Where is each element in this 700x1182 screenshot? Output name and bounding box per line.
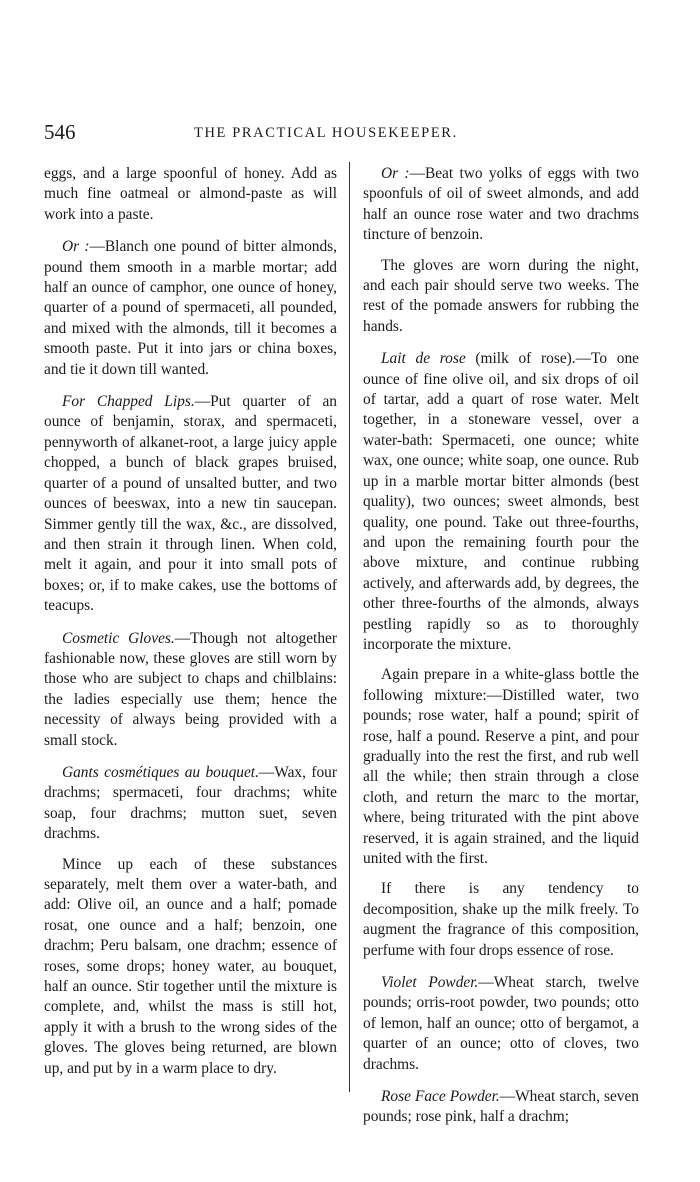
page-number: 546 [44, 120, 76, 144]
paragraph: Cosmetic Gloves.—Though not altogether fashionable now, these gloves are still worn by those who are subject to chaps and chilblains: the ladies especially use them; hence the necessity of always being provided with a small stock. [44, 629, 337, 749]
page-header [44, 120, 644, 144]
column-divider [349, 162, 350, 1092]
paragraph: eggs, and a large spoonful of honey. Add as much fine oatmeal or almond-paste as will work into a paste. [44, 165, 337, 223]
paragraph: Again prepare in a white-glass bottle the following mixture:—Distilled water, two pounds; rose water, half a pound; spirit of rose, half a pound. Reserve a pint, and pour gradually into the rest the first, and rub well all the while; then strain through a close cloth, and return the marc to the mortar, where, being triturated with the pint above reserved, it is again strained, and the liquid united with the first. [363, 666, 639, 867]
paragraph: Or :—Beat two yolks of eggs with two spoonfuls of oil of sweet almonds, and add half an ounce rose water and two drachms tincture of benzoin. [363, 165, 639, 244]
left-column [44, 164, 337, 1079]
paragraph: Gants cosmétiques au bouquet.—Wax, four drachms; spermaceti, four drachms; white soap, four drachms; mutton suet, seven drachms. [44, 763, 337, 843]
paragraph: Lait de rose (milk of rose).—To one ounce of fine olive oil, and six drops of oil of tartar, add a quart of rose water. Melt together, in a stoneware vessel, over a water-bath: Spermaceti, one ounce; white wax, one ounce; white soap, one ounce. Rub up in a marble mortar bitter almonds (best quality), two ounces; sweet almonds, best quality, one pound. Take out three-fourths, and upon the remaining fourth pour the above mixture, and continue rubbing actively, and afterwards add, by degrees, the other three-fourths of the almonds, always pestling rapidly so as to thoroughly incorporate the mixture. [363, 350, 639, 653]
paragraph: If there is any tendency to decomposition, shake up the milk freely. To augment the fragrance of this composition, perfume with four drops essence of rose. [363, 880, 639, 959]
paragraph: Mince up each of these substances separately, melt them over a water-bath, and add: Olive oil, an ounce and a half; pomade rosat, one ounce and a half; benzoin, one drachm; Peru balsam, one drachm; essence of roses, some drops; honey water, au bouquet, half an ounce. Stir together until the mixture is complete, and, whilst the mass is still hot, apply it with a brush to the wrong sides of the gloves. The gloves being returned, are blown up, and put by in a warm place to dry. [44, 855, 337, 1077]
paragraph: Violet Powder.—Wheat starch, twelve pounds; orris-root powder, two pounds; otto of lemon, half an ounce; otto of bergamot, a quarter of an ounce; otto of cloves, two drachms. [363, 974, 639, 1073]
paragraph: Or :—Blanch one pound of bitter almonds, pound them smooth in a marble mortar; add half an ounce of camphor, one ounce of honey, quarter of a pound of spermaceti, all pounded, and mixed with the almonds, till it becomes a smooth paste. Put it into jars or china boxes, and tie it down till wanted. [44, 238, 337, 378]
paragraph: Rose Face Powder.—Wheat starch, seven pounds; rose pink, half a drachm; [363, 1088, 639, 1126]
paragraph: The gloves are worn during the night, and each pair should serve two weeks. The rest of the pomade answers for rubbing the hands. [363, 256, 639, 335]
paragraph: For Chapped Lips.—Put quarter of an ounce of benjamin, storax, and spermaceti, pennyworth of alkanet-root, a large juicy apple chopped, a bunch of black grapes bruised, quarter of a pound of unsalted butter, and two ounces of beeswax, into a new tin saucepan. Simmer gently till the wax, &c., are dissolved, and then strain it through linen. When cold, melt it again, and pour it into small pots of boxes; or, if to make cakes, use the bottoms of teacups. [44, 393, 338, 615]
right-column [363, 164, 639, 1128]
running-title: THE PRACTICAL HOUSEKEEPER. [194, 125, 458, 141]
